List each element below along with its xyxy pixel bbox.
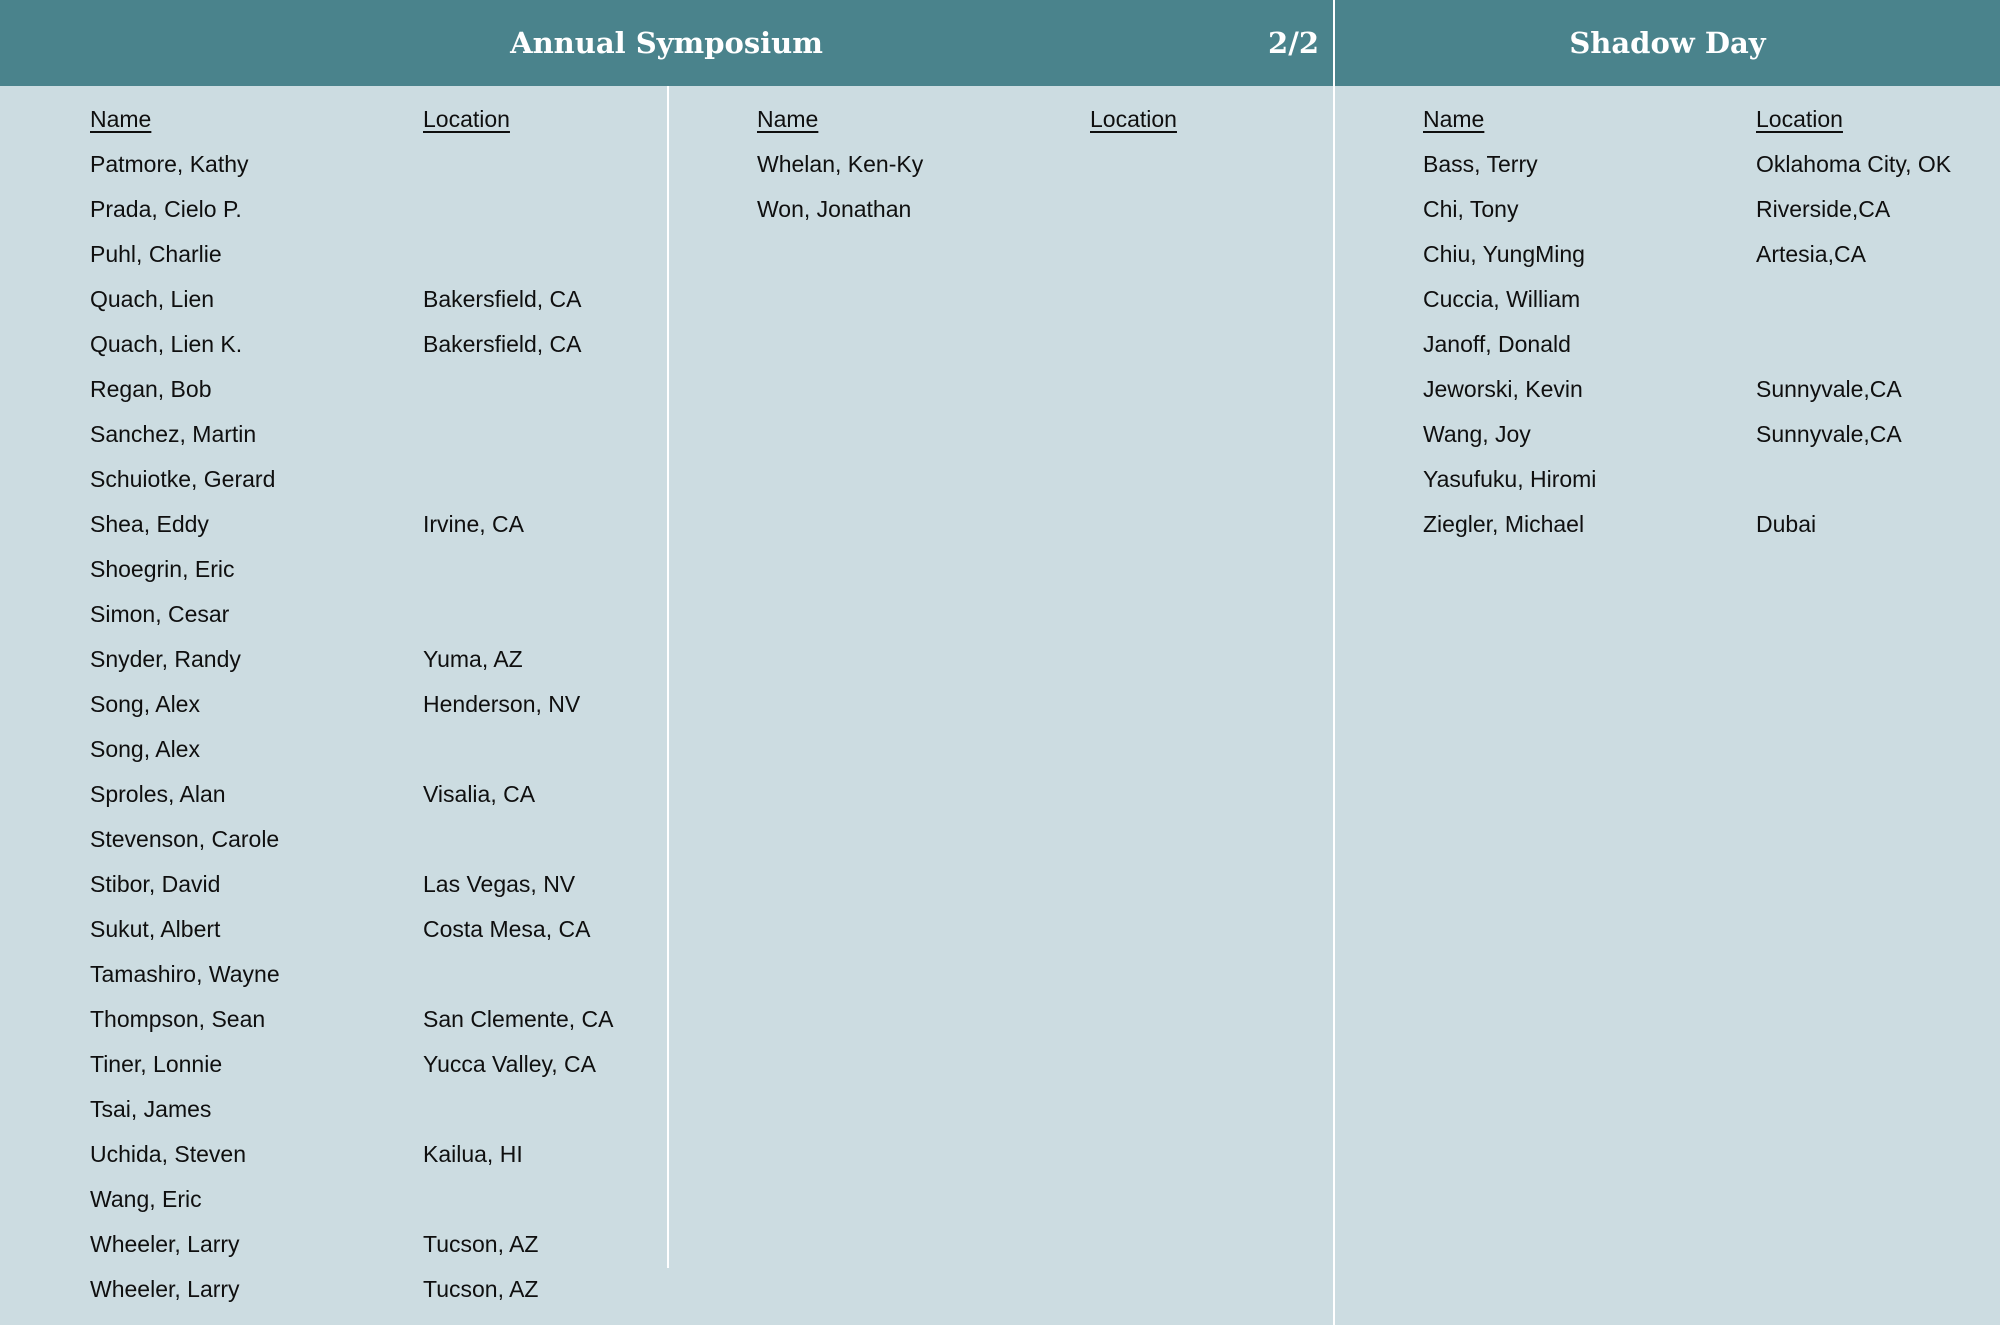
list-item [90, 1184, 280, 1229]
attendee-name: Sanchez, Martin [90, 421, 257, 447]
attendee-name: Chi, Tony [1423, 196, 1519, 222]
list-item [90, 464, 280, 509]
shadow-day-name-header: Name [1423, 106, 1485, 132]
list-item [90, 1274, 539, 1319]
list-item [90, 374, 280, 419]
shadow-day-header [1335, 0, 2000, 86]
col2-name-header: Name [757, 106, 819, 132]
list-item [90, 149, 280, 194]
list-item [757, 194, 923, 239]
annual-symposium-header [0, 0, 1333, 86]
attendee-name: Wheeler, Larry [90, 1231, 240, 1257]
symposium-column2-list [757, 149, 923, 239]
attendee-name: Snyder, Randy [90, 646, 241, 672]
attendee-name: Sukut, Albert [90, 916, 221, 942]
attendee-name: Bass, Terry [1423, 151, 1538, 177]
attendee-location: Bakersfield, CA [423, 331, 582, 357]
attendee-name: Janoff, Donald [1423, 331, 1571, 357]
attendee-location: Irvine, CA [423, 511, 524, 537]
attendee-name: Sproles, Alan [90, 781, 226, 807]
list-item [1423, 329, 1596, 374]
shadow-day-title: Shadow Day [1569, 26, 1766, 60]
attendee-name: Tiner, Lonnie [90, 1051, 223, 1077]
attendee-name: Shoegrin, Eric [90, 556, 235, 582]
attendee-name: Stibor, David [90, 871, 221, 897]
attendee-location: Yuma, AZ [423, 646, 523, 672]
list-item [90, 509, 524, 554]
attendee-name: Puhl, Charlie [90, 241, 222, 267]
list-item [90, 419, 280, 464]
attendee-name: Stevenson, Carole [90, 826, 280, 852]
attendee-name: Regan, Bob [90, 376, 212, 402]
list-item [90, 734, 280, 779]
list-item [90, 914, 591, 959]
attendee-name: Prada, Cielo P. [90, 196, 242, 222]
attendee-name: Wang, Eric [90, 1186, 202, 1212]
symposium-column1-list [90, 149, 614, 1319]
list-item [1423, 239, 1866, 284]
attendee-name: Simon, Cesar [90, 601, 230, 627]
list-item [90, 824, 280, 869]
attendee-name: Tsai, James [90, 1096, 212, 1122]
col2-location-header: Location [1090, 106, 1177, 132]
attendee-location: Costa Mesa, CA [423, 916, 591, 942]
list-item [757, 149, 923, 194]
list-item [90, 959, 280, 1004]
list-item [1423, 149, 1952, 194]
attendee-name: Schuiotke, Gerard [90, 466, 276, 492]
list-item [90, 1004, 614, 1049]
attendee-name: Yasufuku, Hiromi [1423, 466, 1597, 492]
attendee-name: Thompson, Sean [90, 1006, 266, 1032]
list-item [90, 554, 280, 599]
attendee-name: Quach, Lien K. [90, 331, 243, 357]
list-item [90, 779, 536, 824]
attendee-location: Kailua, HI [423, 1141, 523, 1167]
attendee-location: Sunnyvale,CA [1756, 376, 1902, 402]
panel-divider [1333, 0, 1335, 1325]
shadow-day-list [1423, 149, 1952, 554]
attendee-location: Yucca Valley, CA [423, 1051, 597, 1077]
page-indicator: 2/2 [1268, 26, 1319, 60]
annual-symposium-title: Annual Symposium [510, 26, 823, 60]
attendee-name: Tamashiro, Wayne [90, 961, 280, 987]
attendee-name: Cuccia, William [1423, 286, 1581, 312]
list-item [1423, 464, 1596, 509]
list-item [1423, 284, 1596, 329]
attendee-location: Sunnyvale,CA [1756, 421, 1902, 447]
attendee-name: Jeworski, Kevin [1423, 376, 1583, 402]
col1-location-header: Location [423, 106, 510, 132]
list-item [1423, 419, 1902, 464]
list-item [90, 329, 582, 374]
attendee-name: Song, Alex [90, 736, 200, 762]
attendee-name: Wheeler, Larry [90, 1276, 240, 1302]
list-item [90, 1049, 597, 1094]
shadow-day-location-header: Location [1756, 106, 1843, 132]
attendee-location: Bakersfield, CA [423, 286, 582, 312]
list-item [90, 689, 581, 734]
attendee-location: San Clemente, CA [423, 1006, 614, 1032]
attendee-location: Tucson, AZ [423, 1231, 539, 1257]
attendee-location: Riverside,CA [1756, 196, 1891, 222]
column-divider [667, 86, 669, 1268]
attendee-location: Artesia,CA [1756, 241, 1866, 267]
attendee-name: Chiu, YungMing [1423, 241, 1585, 267]
list-item [90, 194, 280, 239]
list-item [1423, 194, 1891, 239]
attendee-location: Visalia, CA [423, 781, 536, 807]
attendee-location: Tucson, AZ [423, 1276, 539, 1302]
attendee-name: Patmore, Kathy [90, 151, 249, 177]
attendee-name: Wang, Joy [1423, 421, 1531, 447]
list-item [90, 869, 576, 914]
list-item [90, 1229, 539, 1274]
attendee-name: Quach, Lien [90, 286, 215, 312]
list-item [1423, 509, 1817, 554]
attendee-name: Ziegler, Michael [1423, 511, 1585, 537]
list-item [90, 1139, 523, 1184]
list-item [90, 1094, 280, 1139]
attendee-name: Won, Jonathan [757, 196, 912, 222]
attendee-name: Whelan, Ken-Ky [757, 151, 924, 177]
attendee-location: Oklahoma City, OK [1756, 151, 1952, 177]
attendee-location: Henderson, NV [423, 691, 581, 717]
list-item [90, 644, 523, 689]
col1-name-header: Name [90, 106, 152, 132]
attendee-location: Las Vegas, NV [423, 871, 576, 897]
list-item [90, 284, 582, 329]
list-item [90, 239, 280, 284]
list-item [1423, 374, 1902, 419]
attendee-name: Uchida, Steven [90, 1141, 246, 1167]
attendee-name: Song, Alex [90, 691, 200, 717]
attendee-location: Dubai [1756, 511, 1817, 537]
attendee-name: Shea, Eddy [90, 511, 209, 537]
list-item [90, 599, 280, 644]
